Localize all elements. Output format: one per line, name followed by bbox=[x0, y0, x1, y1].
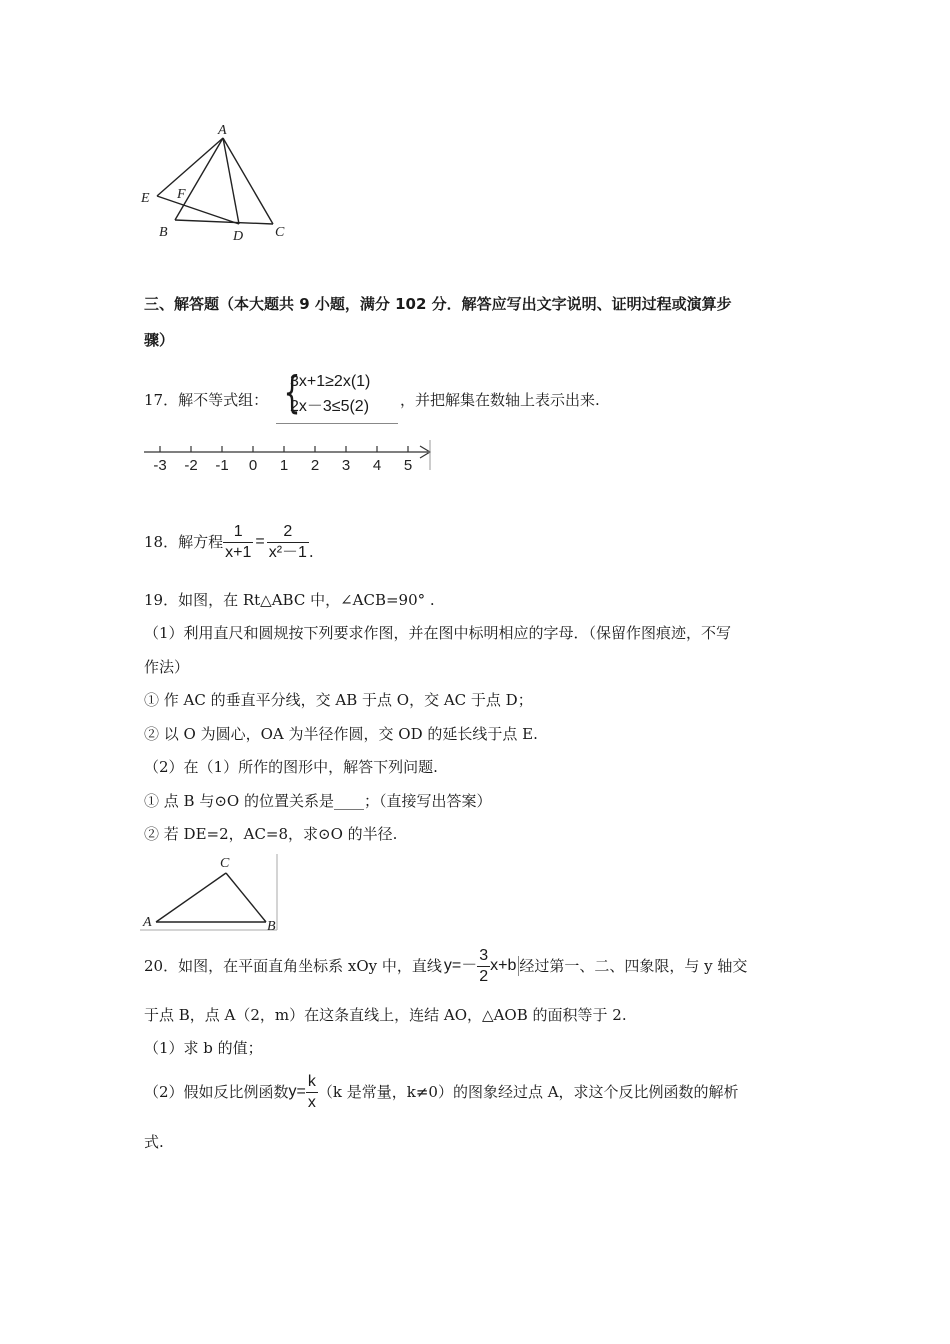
triangle-figure-top bbox=[135, 118, 295, 248]
q18-prefix: 18．解方程 bbox=[144, 533, 224, 551]
label-F: F bbox=[177, 187, 186, 202]
segment-AC-19 bbox=[156, 873, 226, 922]
q18-equation bbox=[144, 516, 314, 568]
q19-line4: ① 作 AC 的垂直平分线，交 AB 于点 O，交 AC 于点 D； bbox=[144, 691, 533, 709]
section-heading-line1: 三、解答题（本大题共 9 小题，满分 102 分．解答应写出文字说明、证明过程或演算步 bbox=[144, 295, 732, 313]
segment-ED bbox=[157, 196, 239, 224]
number-line-tick-label: 5 bbox=[403, 457, 413, 474]
q20-line5: 式. bbox=[144, 1133, 164, 1151]
q20-frac-num: 3 bbox=[477, 946, 490, 967]
number-line-tick-label: -1 bbox=[215, 457, 229, 474]
label-A-19: A bbox=[143, 915, 152, 930]
q20-x-b: x+b bbox=[490, 956, 519, 976]
q17-suffix: ，并把解集在数轴上表示出来. bbox=[400, 391, 600, 409]
label-C-19: C bbox=[220, 856, 230, 871]
number-line-tick-label: -2 bbox=[184, 457, 198, 474]
inequality-2: 2x－3≤5(2) bbox=[290, 398, 370, 415]
number-line-tick-label: 2 bbox=[310, 457, 320, 474]
q17-system bbox=[276, 367, 398, 424]
number-line-tick-label: 0 bbox=[248, 457, 258, 474]
q19-line6: （2）在（1）所作的图形中，解答下列问题. bbox=[144, 758, 438, 776]
q18-lhs-fraction bbox=[223, 522, 253, 563]
q20-line2: 于点 B，点 A（2，m）在这条直线上，连结 AO，△AOB 的面积等于 2. bbox=[144, 1006, 627, 1024]
number-line bbox=[140, 440, 440, 476]
right-triangle-figure bbox=[140, 850, 282, 932]
segment-AB bbox=[175, 138, 223, 220]
label-B: B bbox=[159, 225, 168, 240]
q18-equals: = bbox=[255, 533, 265, 550]
label-E: E bbox=[141, 191, 150, 206]
q19-line7: ① 点 B 与⊙O 的位置关系是____；（直接写出答案） bbox=[144, 792, 492, 810]
q20-line4 bbox=[144, 1066, 739, 1118]
q20-line4-suffix: （k 是常量，k≠0）的图象经过点 A，求这个反比例函数的解析 bbox=[317, 1083, 739, 1101]
number-line-tick-label: 3 bbox=[341, 457, 351, 474]
q19-line8: ② 若 DE=2，AC=8，求⊙O 的半径. bbox=[144, 825, 398, 843]
number-line-tick-label: -3 bbox=[153, 457, 167, 474]
system-brace: { bbox=[283, 367, 301, 418]
q20-line4-y: y= bbox=[288, 1083, 306, 1100]
q20-k-over-x bbox=[306, 1072, 318, 1113]
q18-rhs-num: 2 bbox=[267, 522, 309, 543]
q18-lhs-num: 1 bbox=[223, 522, 253, 543]
q19-line1: 19．如图，在 Rt△ABC 中，∠ACB=90° . bbox=[144, 591, 435, 609]
label-A: A bbox=[218, 123, 227, 138]
segment-CB-19 bbox=[226, 873, 266, 922]
q20-x: x bbox=[307, 1093, 316, 1111]
label-D: D bbox=[233, 229, 244, 244]
q20-line3: （1）求 b 的值； bbox=[144, 1039, 263, 1057]
q18-rhs-den: x²－1 bbox=[268, 543, 307, 561]
q20-line4-prefix: （2）假如反比例函数 bbox=[144, 1083, 289, 1101]
q20-fraction bbox=[477, 946, 490, 987]
q19-line3: 作法） bbox=[144, 658, 190, 676]
inequality-1: 3x+1≥2x(1) bbox=[290, 373, 371, 390]
q20-suffix: 经过第一、二、四象限，与 y 轴交 bbox=[519, 957, 748, 975]
number-line-tick-label: 1 bbox=[279, 457, 289, 474]
q19-line2: （1）利用直尺和圆规按下列要求作图，并在图中标明相应的字母．（保留作图痕迹，不写 bbox=[144, 624, 732, 642]
q19-line5: ② 以 O 为圆心，OA 为半径作圆，交 OD 的延长线于点 E. bbox=[144, 725, 538, 743]
number-line-tick-label: 4 bbox=[372, 457, 382, 474]
q17-prefix: 17．解不等式组： bbox=[144, 391, 269, 409]
section-heading-line2: 骤） bbox=[144, 331, 175, 349]
label-B-19: B bbox=[267, 919, 276, 932]
q20-k: k bbox=[306, 1072, 318, 1093]
q20-y-eq: y=－ bbox=[443, 957, 478, 974]
q18-end: . bbox=[308, 543, 314, 561]
q20-line1 bbox=[144, 940, 747, 992]
q18-lhs-den: x+1 bbox=[225, 543, 252, 561]
segment-AE bbox=[157, 138, 223, 196]
q20-prefix: 20．如图，在平面直角坐标系 xOy 中，直线 bbox=[144, 957, 442, 975]
q20-frac-den: 2 bbox=[479, 967, 489, 985]
segment-BC bbox=[175, 220, 273, 224]
q18-rhs-fraction bbox=[267, 522, 309, 563]
label-C: C bbox=[275, 225, 285, 240]
